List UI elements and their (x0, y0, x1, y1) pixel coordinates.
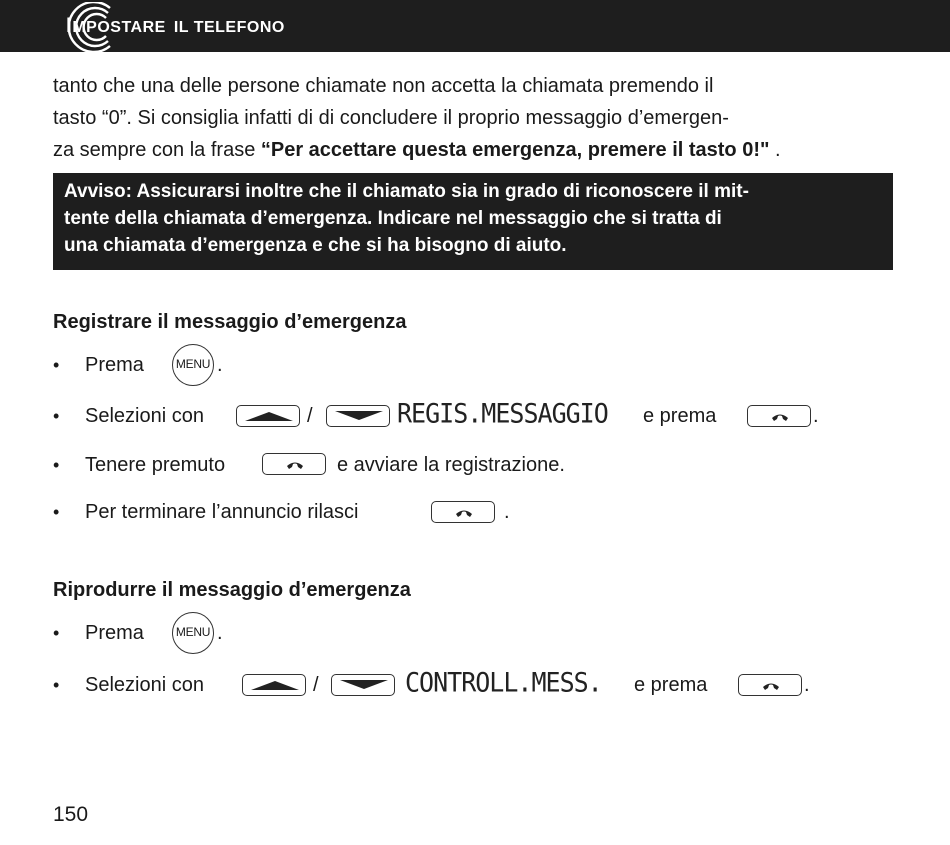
down-arrow-key-icon (331, 674, 395, 696)
phone-key-icon (738, 674, 802, 696)
phone-key-icon (431, 501, 495, 523)
section-title-record: Registrare il messaggio d’emergenza (53, 311, 407, 333)
phone-key-icon (747, 405, 811, 427)
intro-line-1: tanto che una delle persone chiamate non accetta la chiamata premendo il (53, 75, 714, 97)
section-title-play: Riprodurre il messaggio d’emergenza (53, 579, 411, 601)
up-arrow-key-icon (236, 405, 300, 427)
intro-line-3: za sempre con la frase “Per accettare questa emergenza, premere il tasto 0!" . (53, 139, 781, 161)
page-number: 150 (53, 803, 89, 826)
page-header (0, 0, 950, 52)
intro-line-2: tasto “0”. Si consiglia infatti di di concludere il proprio messaggio d’emergen- (53, 107, 729, 129)
menu-key-icon: MENU (172, 612, 214, 654)
down-arrow-key-icon (326, 405, 390, 427)
phone-key-icon (262, 453, 326, 475)
display-text: CONTROLL.MESS. (405, 667, 602, 698)
menu-key-icon: MENU (172, 344, 214, 386)
display-text: REGIS.MESSAGGIO (397, 398, 608, 429)
notice-text: Avviso: Assicurarsi inoltre che il chiamato sia in grado di riconoscere il mit- tente della chiamata d’emergenza. Indicare nel messaggio che si tratta di una chiamata d’emergenza e che si ha bisogno di aiuto. (64, 181, 749, 256)
up-arrow-key-icon (242, 674, 306, 696)
header-title: IMPOSTARE IL TELEFONO (66, 14, 285, 37)
warning-notice (53, 173, 893, 270)
